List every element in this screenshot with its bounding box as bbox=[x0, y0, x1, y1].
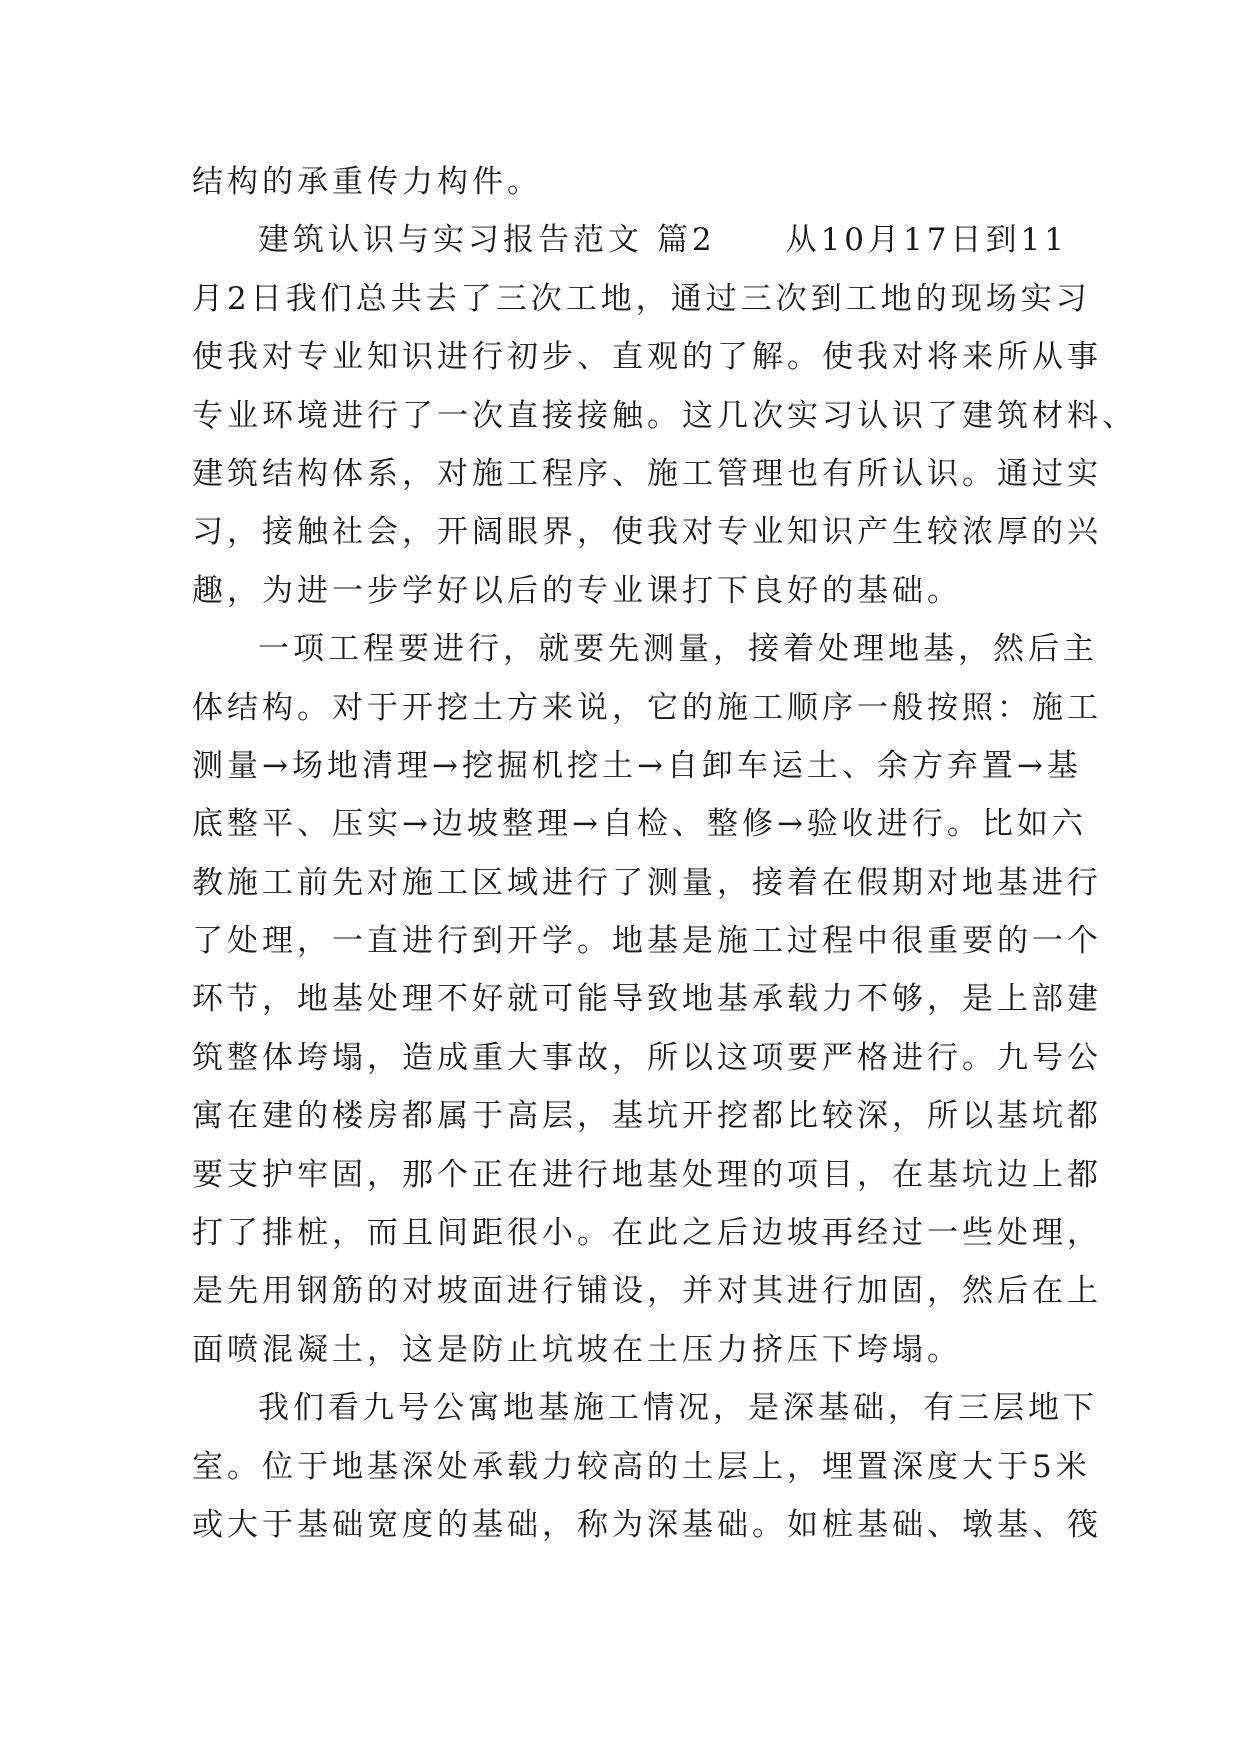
text-line: 习，接触社会，开阔眼界，使我对专业知识产生较浓厚的兴 bbox=[192, 514, 1102, 551]
text-line: 了处理，一直进行到开学。地基是施工过程中很重要的一个 bbox=[192, 923, 1102, 960]
text-line: 室。位于地基深处承载力较高的土层上，埋置深度大于5米 bbox=[192, 1448, 1091, 1485]
text-line: 测量→场地清理→挖掘机挖土→自卸车运土、余方弃置→基 bbox=[192, 747, 1082, 784]
text-line: 环节，地基处理不好就可能导致地基承载力不够，是上部建 bbox=[192, 981, 1102, 1018]
text-line: 一项工程要进行，就要先测量，接着处理地基，然后主 bbox=[258, 631, 1098, 668]
text-line: 底整平、压实→边坡整理→自检、整修→验收进行。比如六 bbox=[192, 806, 1087, 843]
text-line: 是先用钢筋的对坡面进行铺设，并对其进行加固，然后在上 bbox=[192, 1273, 1102, 1310]
text-line: 趣，为进一步学好以后的专业课打下良好的基础。 bbox=[192, 572, 962, 609]
text-line: 要支护牢固，那个正在进行地基处理的项目，在基坑边上都 bbox=[192, 1156, 1102, 1193]
document-body bbox=[192, 153, 1137, 1554]
text-line: 专业环境进行了一次直接接触。这几次实习认识了建筑材料、 bbox=[192, 397, 1137, 434]
text-line: 或大于基础宽度的基础，称为深基础。如桩基础、墩基、筏 bbox=[192, 1506, 1102, 1543]
text-line: 筑整体垮塌，造成重大事故，所以这项要严格进行。九号公 bbox=[192, 1039, 1102, 1076]
text-line: 月2日我们总共去了三次工地，通过三次到工地的现场实习 bbox=[192, 280, 1091, 317]
text-line: 结构的承重传力构件。 bbox=[192, 164, 542, 200]
text-line: 体结构。对于开挖土方来说，它的施工顺序一般按照：施工 bbox=[192, 689, 1102, 726]
text-line: 寓在建的楼房都属于高层，基坑开挖都比较深，所以基坑都 bbox=[192, 1098, 1102, 1135]
text-line: 面喷混凝土，这是防止坑坡在土压力挤压下垮塌。 bbox=[192, 1331, 962, 1368]
text-line: 教施工前先对施工区域进行了测量，接着在假期对地基进行 bbox=[192, 864, 1102, 901]
text-line: 打了排桩，而且间距很小。在此之后边坡再经过一些处理， bbox=[192, 1215, 1102, 1252]
text-line: 我们看九号公寓地基施工情况，是深基础，有三层地下 bbox=[258, 1390, 1098, 1427]
text-line: 建筑结构体系，对施工程序、施工管理也有所认识。通过实 bbox=[192, 455, 1102, 492]
text-line: 使我对专业知识进行初步、直观的了解。使我对将来所从事 bbox=[192, 339, 1102, 376]
text-line: 建筑认识与实习报告范文 篇2 从10月17日到11 bbox=[258, 222, 1068, 259]
